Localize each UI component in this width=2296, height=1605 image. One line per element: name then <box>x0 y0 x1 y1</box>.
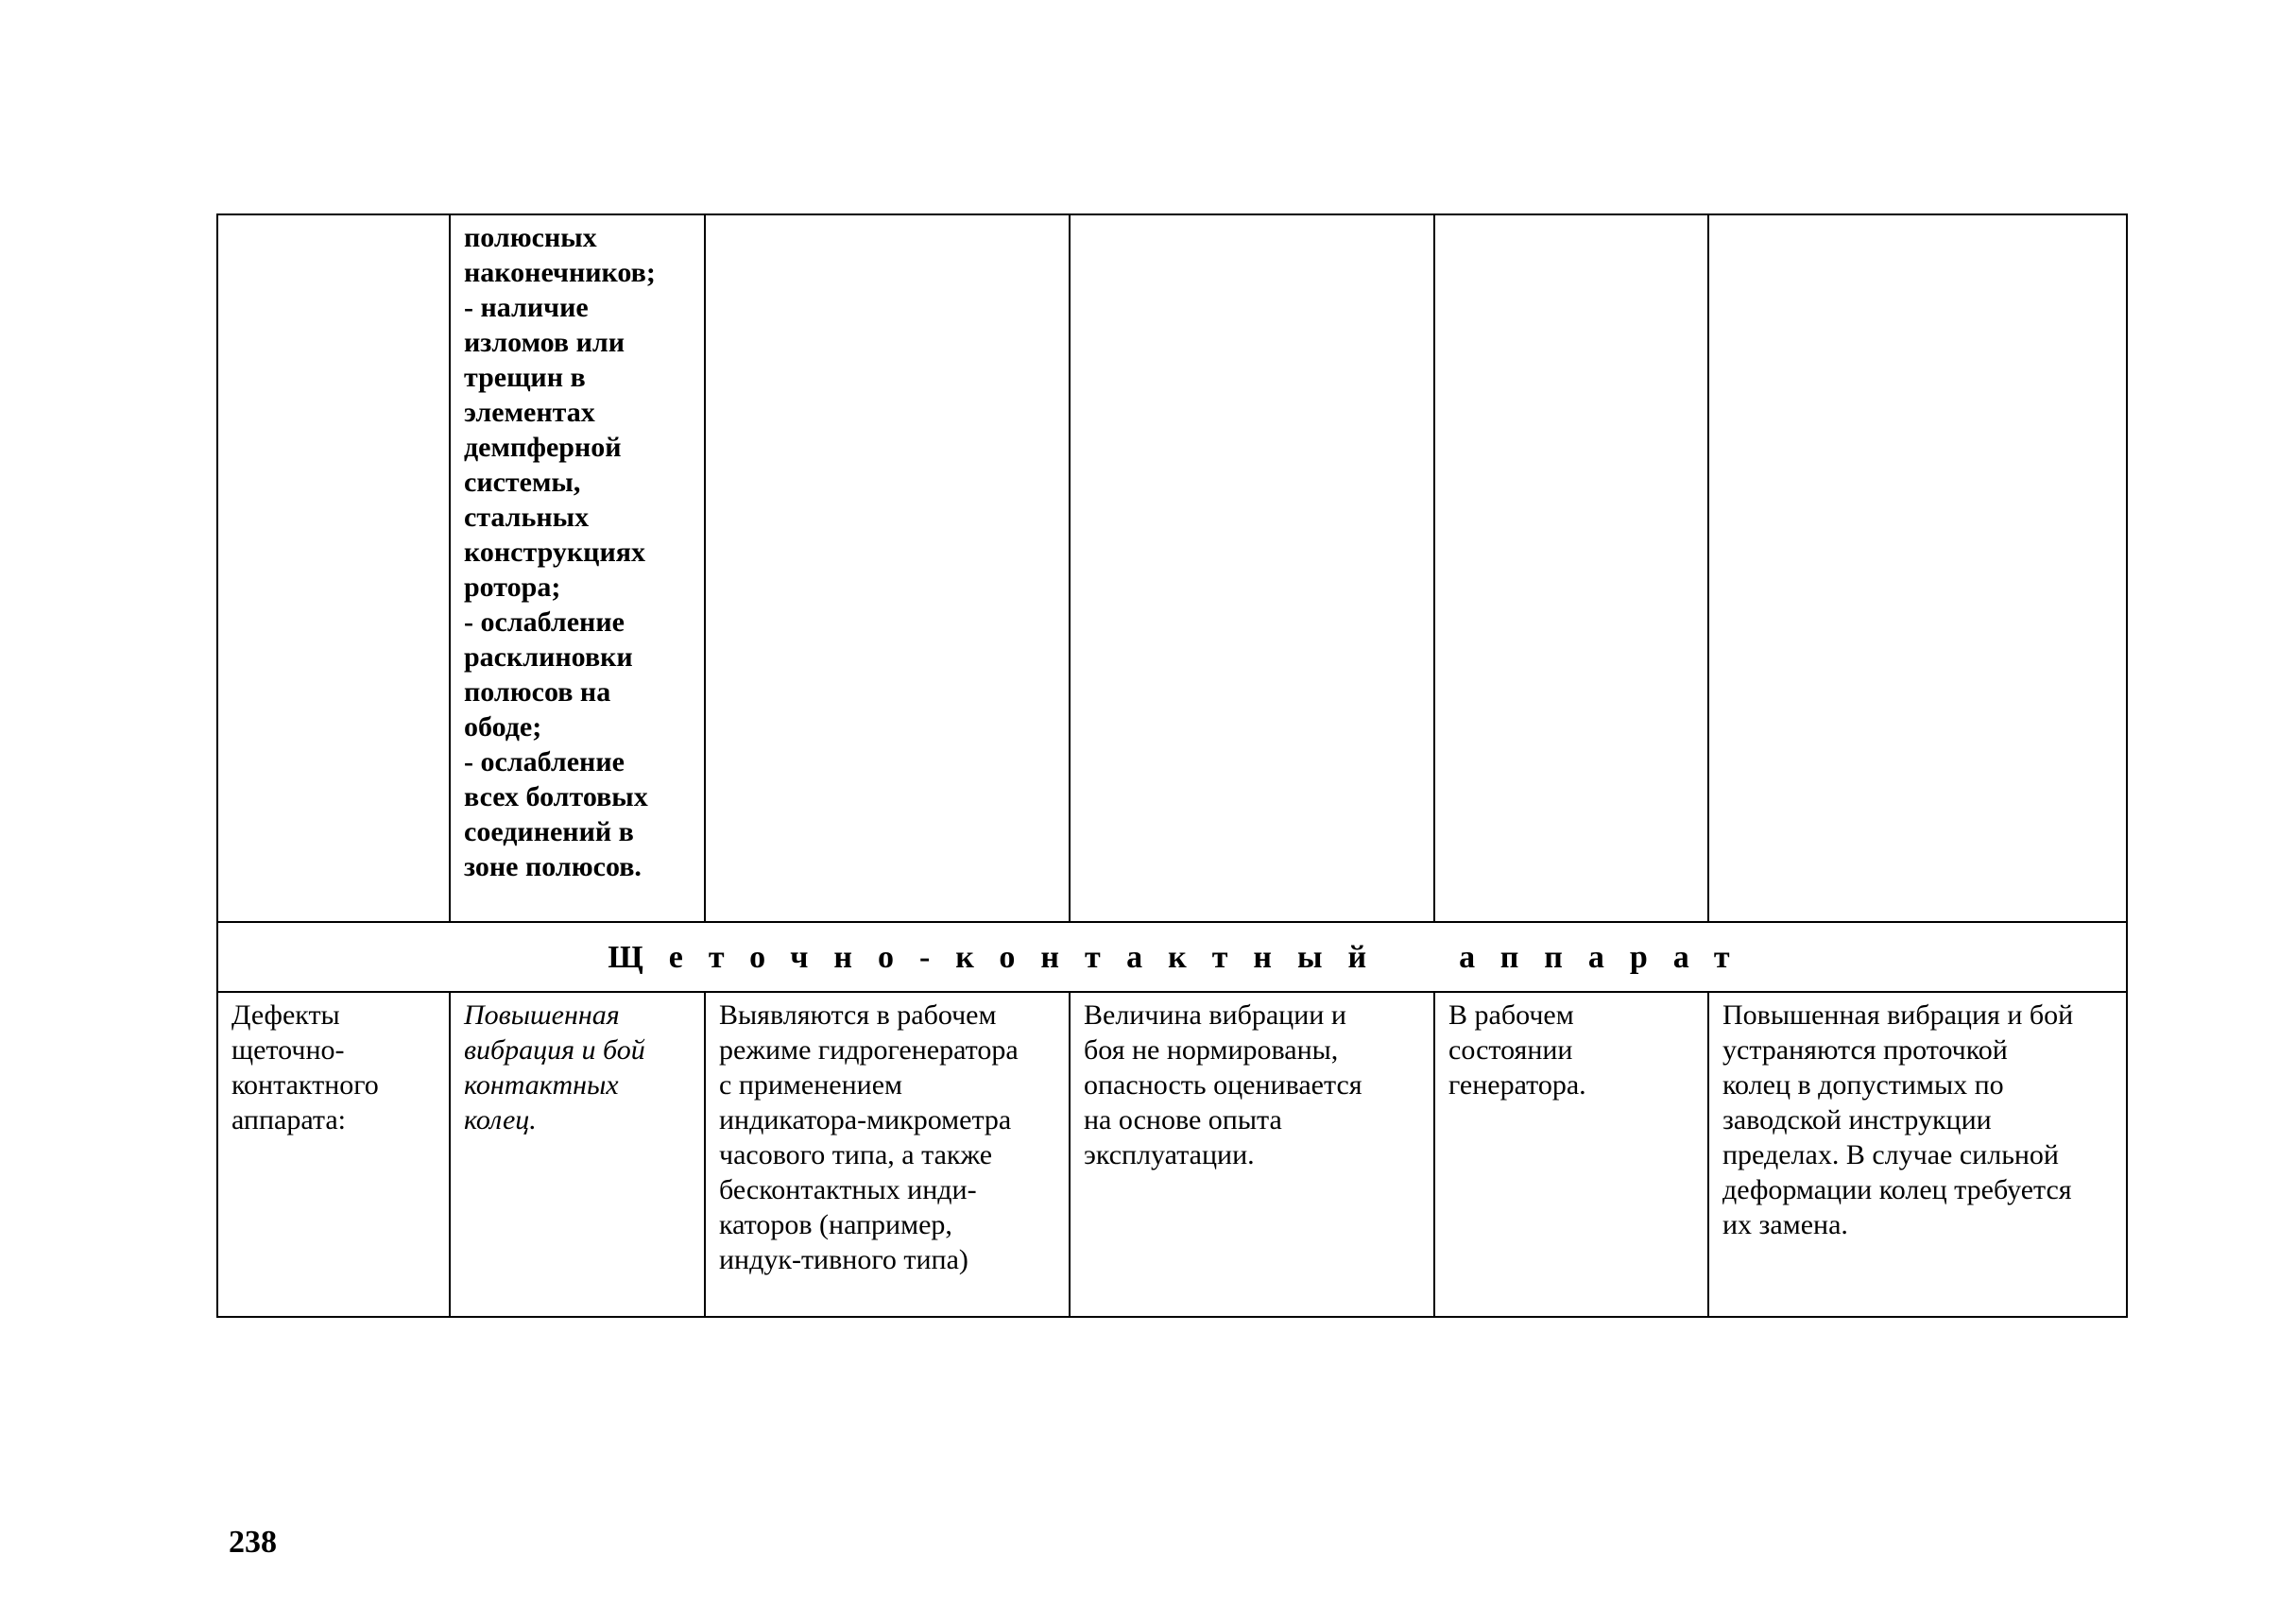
text-line: ротора; <box>464 572 561 603</box>
text-line: пределах. В случае сильной <box>1722 1139 2059 1170</box>
text-line: элементах <box>464 397 595 428</box>
cell-defect <box>450 992 705 1317</box>
text-line: Дефекты <box>231 999 340 1031</box>
table-section-header <box>217 922 2127 992</box>
page-number: 238 <box>229 1525 277 1560</box>
text-line: полюсных <box>464 222 597 253</box>
text-line: деформации колец требуется <box>1722 1174 2072 1205</box>
text-line: с применением <box>719 1069 903 1101</box>
cell-norms <box>1070 214 1434 922</box>
text-line: заводской инструкции <box>1722 1104 1992 1135</box>
text-line: соединений в <box>464 816 634 847</box>
cell-element <box>217 214 450 922</box>
text-line: полюсов на <box>464 676 611 708</box>
text-line: на основе опыта <box>1084 1104 1282 1135</box>
cell-conditions <box>1434 214 1708 922</box>
text-line: эксплуатации. <box>1084 1139 1255 1170</box>
text-line: демпферной <box>464 432 622 463</box>
text-line: ободе; <box>464 711 542 743</box>
text-line: Выявляются в рабочем <box>719 999 997 1031</box>
text-line: режиме гидрогенератора <box>719 1034 1019 1066</box>
text-line: аппарата: <box>231 1104 347 1135</box>
table-row-continuation <box>217 214 2127 922</box>
text-line: стальных <box>464 502 590 533</box>
inspection-table <box>216 213 2128 1318</box>
text-line: - ослабление <box>464 606 625 638</box>
cell-remedy <box>1708 214 2127 922</box>
text-line: генератора. <box>1448 1069 1586 1101</box>
text-line: часового типа, а также <box>719 1139 993 1170</box>
text-line: - наличие <box>464 292 589 323</box>
text-line: их замена. <box>1722 1209 1848 1240</box>
cell-norms <box>1070 992 1434 1317</box>
text-line: Повышенная вибрация и бой <box>1722 999 2074 1031</box>
cell-conditions <box>1434 992 1708 1317</box>
text-line: Величина вибрации и <box>1084 999 1346 1031</box>
text-line: контактного <box>231 1069 379 1101</box>
cell-defects-list <box>450 214 705 922</box>
text-line: наконечников; <box>464 257 656 288</box>
cell-remedy <box>1708 992 2127 1317</box>
text-line: боя не нормированы, <box>1084 1034 1339 1066</box>
text-line: индук-тивного типа) <box>719 1244 968 1275</box>
text-line: каторов (например, <box>719 1209 952 1240</box>
text-line: системы, <box>464 467 581 498</box>
text-line: индикатора-микрометра <box>719 1104 1012 1135</box>
text-line: щеточно- <box>231 1034 345 1066</box>
text-line: В рабочем <box>1448 999 1574 1031</box>
text-line: зоне полюсов. <box>464 851 642 882</box>
text-line: вибрация и бой <box>464 1034 645 1066</box>
cell-detection-method <box>705 214 1070 922</box>
text-line: конструкциях <box>464 537 645 568</box>
cell-element-name <box>217 992 450 1317</box>
cell-detection-method <box>705 992 1070 1317</box>
text-line: всех болтовых <box>464 781 648 812</box>
text-line: расклиновки <box>464 641 633 673</box>
text-line: изломов или <box>464 327 625 358</box>
text-line: контактных <box>464 1069 619 1101</box>
text-line: трещин в <box>464 362 586 393</box>
text-line: колец в допустимых по <box>1722 1069 2004 1101</box>
section-title: Щеточно-контактный аппарат <box>217 922 2127 992</box>
text-line: Повышенная <box>464 999 620 1031</box>
text-line: - ослабление <box>464 746 625 777</box>
table-row-brush-contact <box>217 992 2127 1317</box>
text-line: колец. <box>464 1104 537 1135</box>
text-line: состоянии <box>1448 1034 1573 1066</box>
text-line: устраняются проточкой <box>1722 1034 2008 1066</box>
text-line: бесконтактных инди- <box>719 1174 977 1205</box>
text-line: опасность оценивается <box>1084 1069 1362 1101</box>
